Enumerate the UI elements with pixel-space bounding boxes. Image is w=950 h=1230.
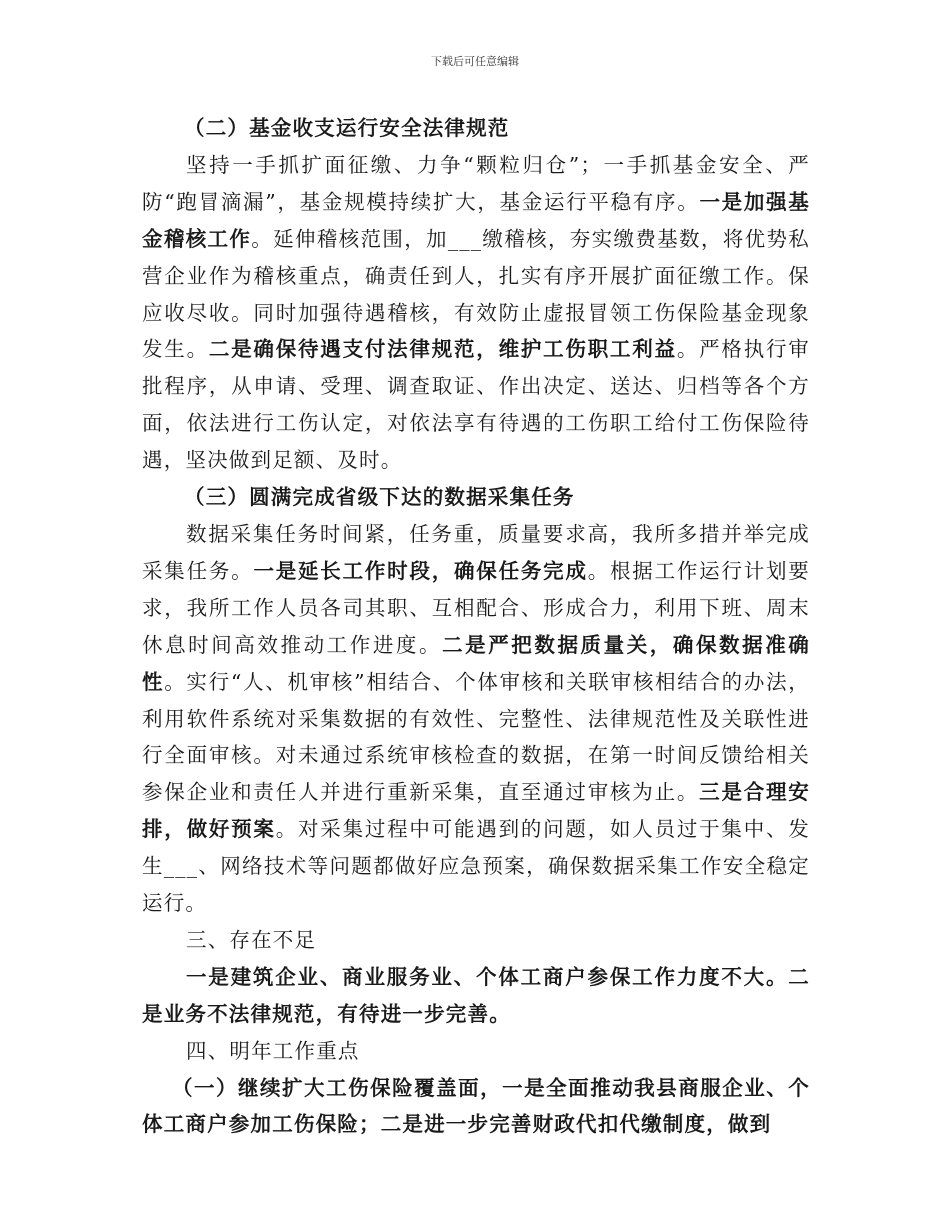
paragraph	[142, 516, 810, 922]
bold-phrase: 二是确保待遇支付法律规范，维护工伤职工利益	[208, 337, 677, 362]
paragraph	[142, 147, 810, 479]
part-heading: 四、明年工作重点	[186, 1038, 360, 1063]
document-body	[142, 110, 810, 1143]
paragraph-text: 。严格执行审批程序，从申请、受理、调查取证、作出决定、送达、归档等各个方面，依法进行工伤认定，对依法享有待遇的工伤职工给付工伤保险待遇，坚决做到足额、及时。	[142, 337, 810, 473]
bold-phrase: 一是延长工作时段，确保任务完成	[253, 558, 588, 583]
bold-phrase: 三是合理安排，做好预案	[142, 780, 811, 842]
bold-phrase: 二是严把数据质量关，确保数据准确性	[142, 632, 810, 694]
paragraph-text: 坚持一手抓扩面征缴、力争“颗粒归仓”；一手抓基金安全、严防“跑冒滴漏”，基金规模持续扩大，基金运行平稳有序。	[142, 152, 810, 214]
paragraph: （一）继续扩大工伤保险覆盖面，一是全面推动我县商服企业、个体工商户参加工伤保险；二是进一步完善财政代扣代缴制度，做到	[142, 1075, 810, 1137]
bold-phrase: 一是加强基金稽核工作	[142, 189, 810, 251]
paragraph-text: 。延伸稽核范围，加___缴稽核，夯实缴费基数，将优势私营企业作为稽核重点，确责任到人，扎实有序开展扩面征缴工作。保应收尽收。同时加强待遇稽核，有效防止虚报冒领工伤保险基金现象发生。	[142, 226, 810, 362]
paragraph-text: 数据采集任务时间紧，任务重，质量要求高，我所多措并举完成采集任务。	[142, 521, 810, 583]
part-heading: 三、存在不足	[186, 927, 317, 952]
paragraph: 一是建筑企业、商业服务业、个体工商户参保工作力度不大。二是业务不法律规范，有待进一步完善。	[142, 964, 810, 1026]
paragraph-text: 。对采集过程中可能遇到的问题，如人员过于集中、发生___、网络技术等问题都做好应急预案，确保数据采集工作安全稳定运行。	[142, 817, 810, 916]
paragraph-text: 。实行“人、机审核”相结合、个体审核和关联审核相结合的办法，利用软件系统对采集数据的有效性、完整性、法律规范性及关联性进行全面审核。对未通过系统审核检查的数据，在第一时间反馈给相关参保企业和责任人并进行重新采集，直至通过审核为止。	[142, 669, 810, 805]
paragraph-text: 。根据工作运行计划要求，我所工作人员各司其职、互相配合、形成合力，利用下班、周末休息时间高效推动工作进度。	[142, 558, 811, 657]
section-heading: （二）基金收支运行安全法律规范	[184, 116, 510, 140]
section-heading: （三）圆满完成省级下达的数据采集任务	[184, 485, 575, 510]
page-header: 下载后可任意编辑	[431, 55, 519, 68]
